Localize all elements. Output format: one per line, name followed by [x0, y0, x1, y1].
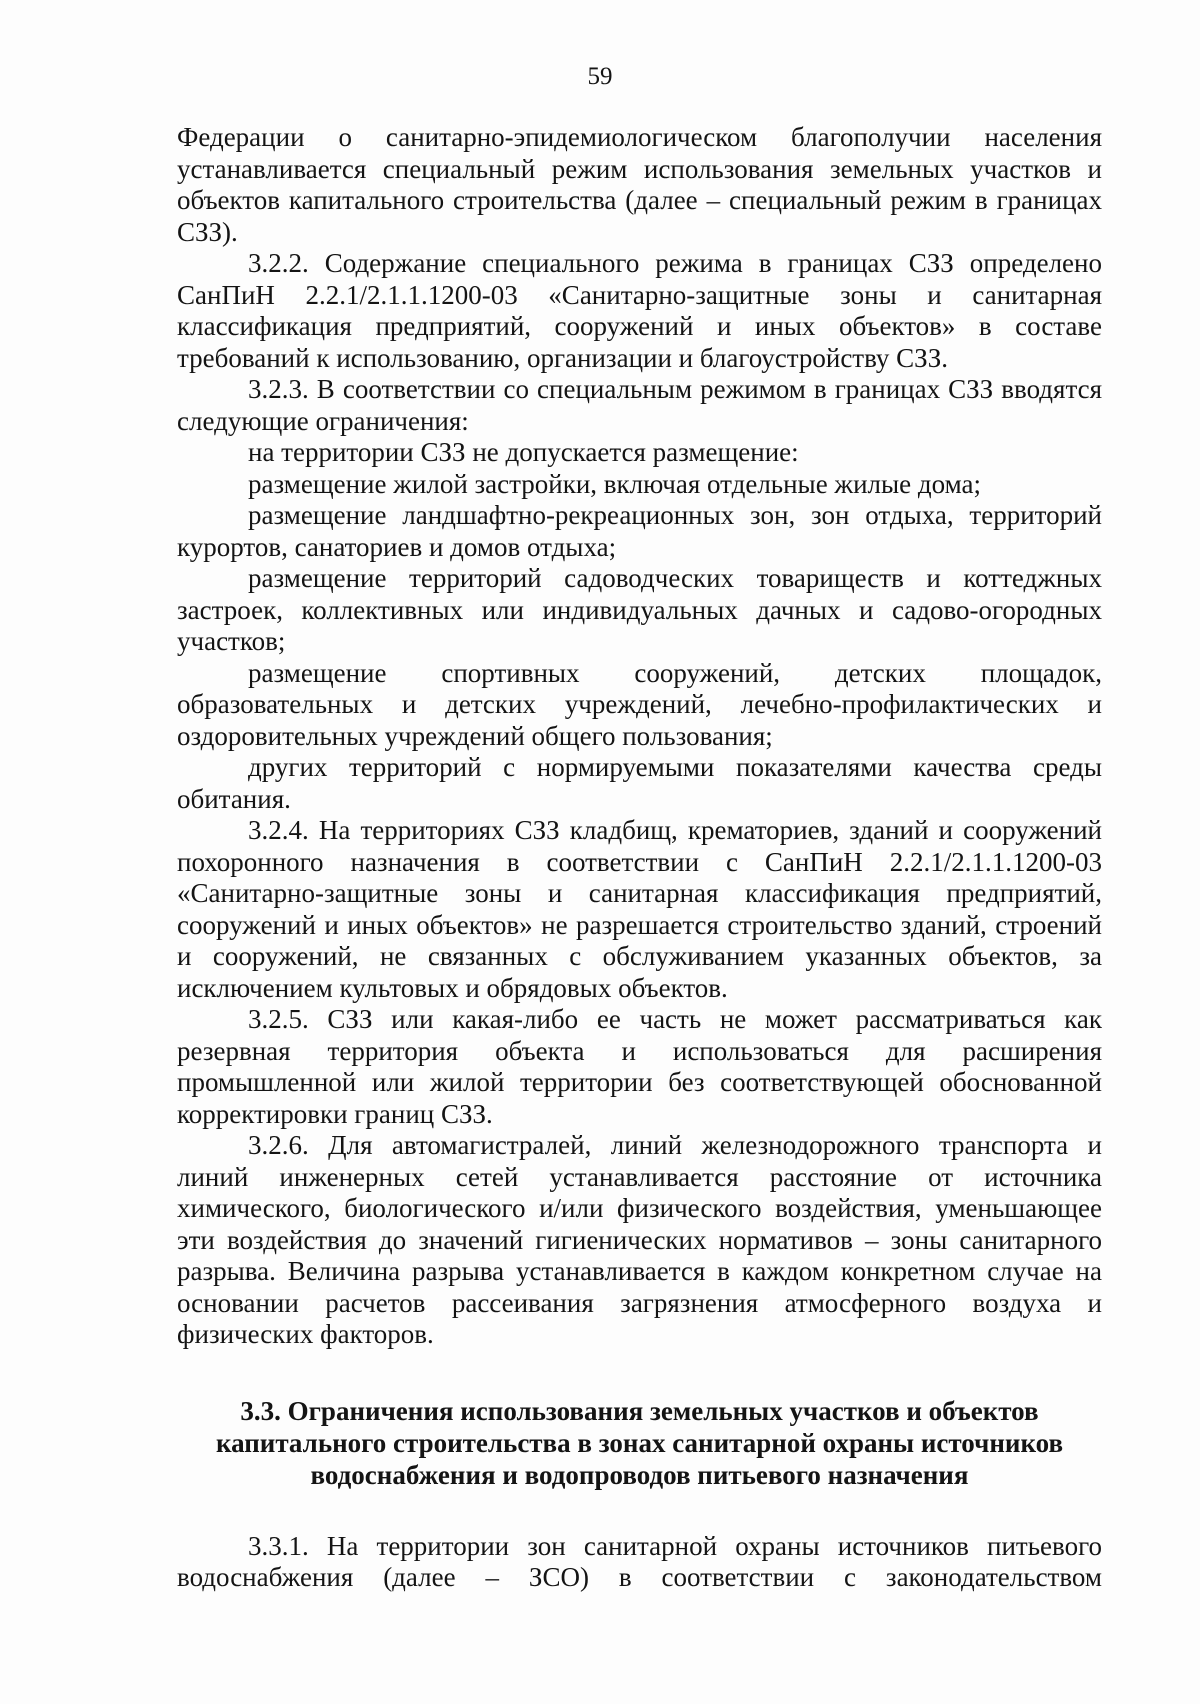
paragraph-3-3-1: 3.3.1. На территории зон санитарной охраны источников питьевого водоснабжения (далее – ЗСО) в соответствии с законодательством: [177, 1530, 1102, 1592]
paragraph-3-2-6: 3.2.6. Для автомагистралей, линий железнодорожного транспорта и линий инженерных сетей устанавливается расстояние от источника химического, биологического и/или физического воздействия, уменьшающее эти воздействия до значений гигиенических нормативов – зоны санитарного разрыва. Величина разрыва устанавливается в каждом конкретном случае на основании расчетов рассеивания загрязнения атмосферного воздуха и физических факторов.: [177, 1130, 1102, 1349]
document-body: [177, 122, 1102, 1594]
section-heading-line-3: водоснабжения и водопроводов питьевого назначения: [310, 1459, 969, 1490]
paragraph-restriction-housing: размещение жилой застройки, включая отдельные жилые дома;: [248, 468, 981, 499]
section-heading-line-2: капитального строительства в зонах санитарной охраны источников: [215, 1427, 1064, 1458]
paragraph-3-2-5: 3.2.5. СЗЗ или какая-либо ее часть не может рассматриваться как резервная территория объекта и использоваться для расширения промышленной или жилой территории без соответствующей обоснованной корректировки границ СЗЗ.: [177, 1004, 1102, 1129]
paragraph-restriction-sports: размещение спортивных сооружений, детских площадок, образовательных и детских учреждений, лечебно-профилактических и оздоровительных учреждений общего пользования;: [177, 657, 1102, 751]
paragraph-restriction-gardens: размещение территорий садоводческих товариществ и коттеджных застроек, коллективных или индивидуальных дачных и садово-огородных участков;: [177, 563, 1102, 656]
paragraph-3-2-2: 3.2.2. Содержание специального режима в границах СЗЗ определено СанПиН 2.2.1/2.1.1.1200-03 «Санитарно-защитные зоны и санитарная классификация предприятий, сооружений и иных объектов» в составе требований к использованию, организации и благоустройству СЗЗ.: [177, 248, 1102, 373]
paragraph-restriction-other: других территорий с нормируемыми показателями качества среды обитания.: [177, 752, 1102, 814]
section-heading-3-3: [177, 1395, 1102, 1491]
paragraph-restriction-intro: на территории СЗЗ не допускается размещение:: [248, 437, 799, 467]
paragraph-3-2-3: 3.2.3. В соответствии со специальным режимом в границах СЗЗ вводятся следующие ограничения:: [177, 374, 1102, 436]
page-number: 59: [587, 63, 613, 90]
paragraph-3-2-4: 3.2.4. На территориях СЗЗ кладбищ, крематориев, зданий и сооружений похоронного назначения в соответствии с СанПиН 2.2.1/2.1.1.1200-03 «Санитарно-защитные зоны и санитарная классификация предприятий, сооружений и иных объектов» не разрешается строительство зданий, строений и сооружений, не связанных с обслуживанием указанных объектов, за исключением культовых и обрядовых объектов.: [177, 815, 1102, 1003]
paragraph-restriction-recreation: размещение ландшафтно-рекреационных зон, зон отдыха, территорий курортов, санаториев и домов отдыха;: [177, 500, 1102, 562]
section-heading-line-1: 3.3. Ограничения использования земельных участков и объектов: [240, 1395, 1039, 1426]
paragraph-continuation: Федерации о санитарно-эпидемиологическом благополучии населения устанавливается специальный режим использования земельных участков и объектов капитального строительства (далее – специальный режим в границах СЗЗ).: [177, 122, 1102, 247]
